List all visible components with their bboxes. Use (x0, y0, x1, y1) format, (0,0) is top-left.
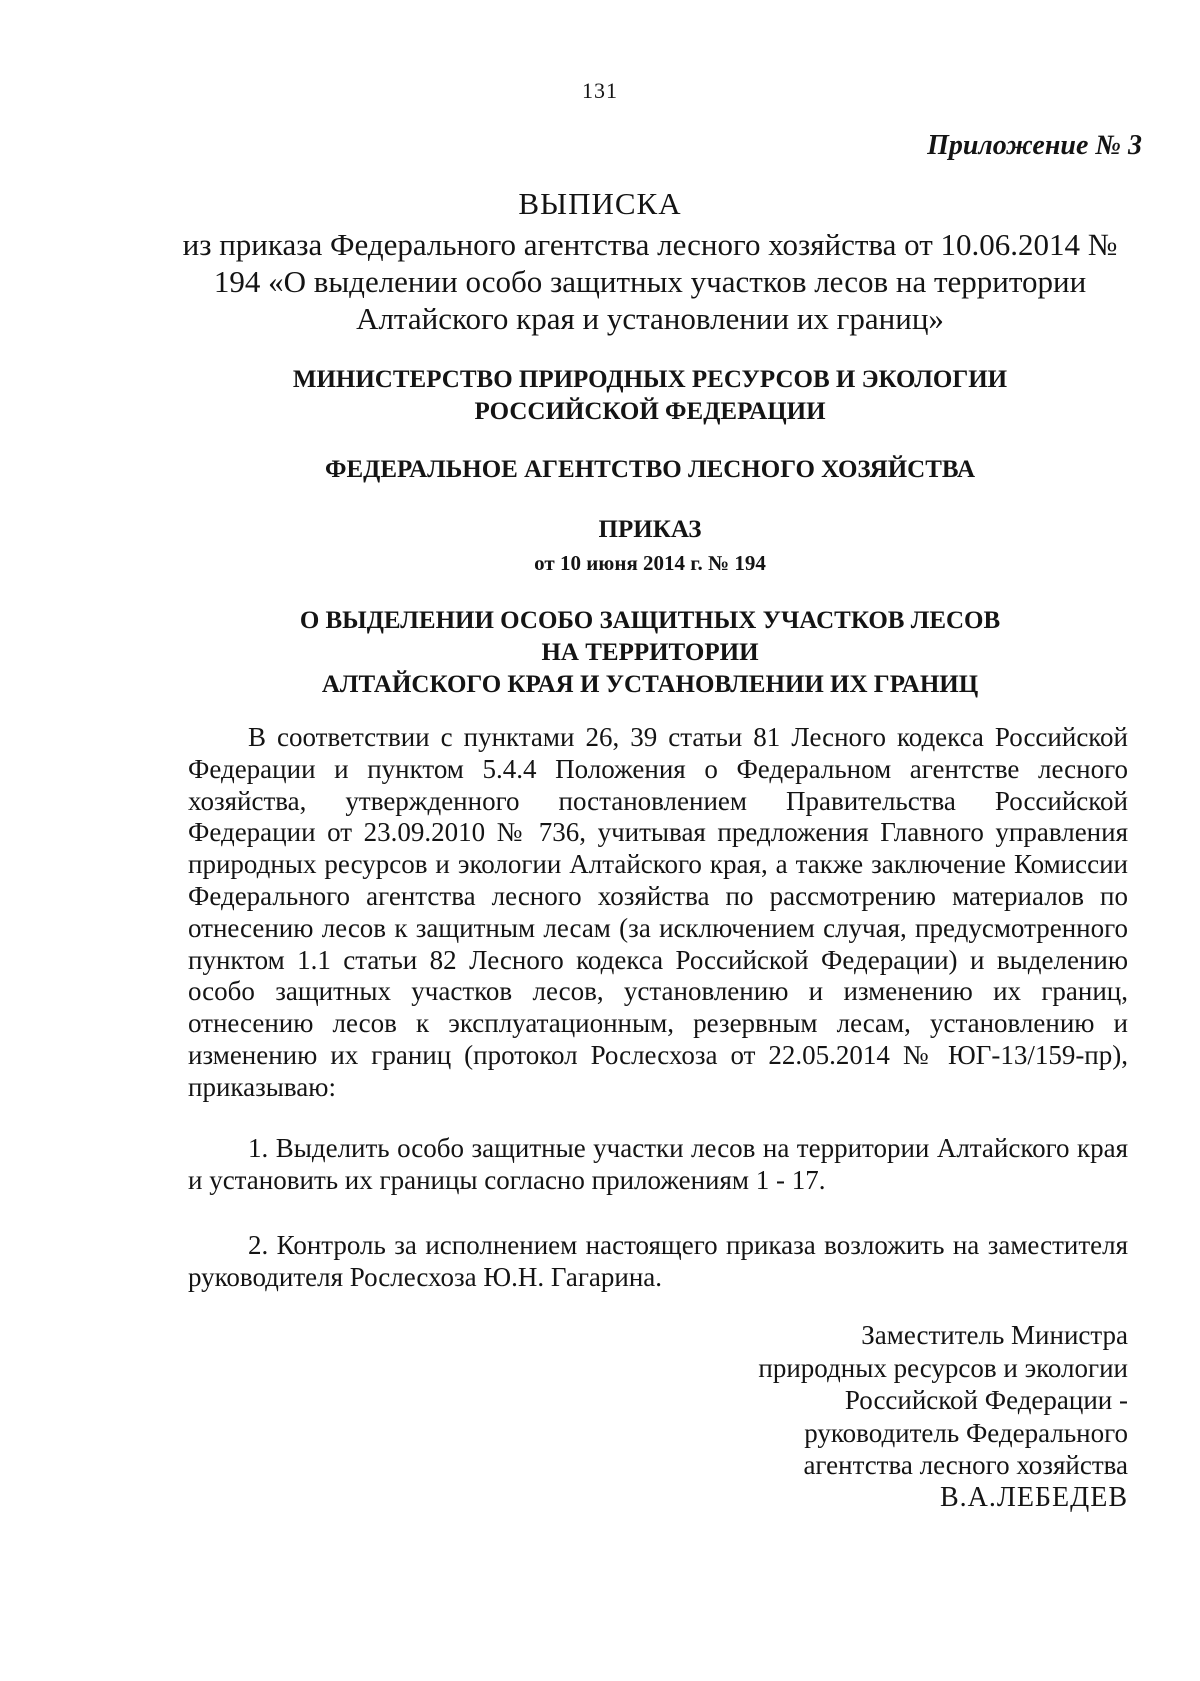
signature-block (758, 1319, 1128, 1514)
signature-title-line-1: Заместитель Министра (861, 1320, 1128, 1350)
signature-title-line-2: природных ресурсов и экологии (758, 1352, 1128, 1383)
extract-title: ВЫПИСКА (518, 186, 682, 221)
agency-heading: ФЕДЕРАЛЬНОЕ АГЕНТСТВО ЛЕСНОГО ХОЗЯЙСТВА (324, 456, 976, 483)
order-subject-line-3: АЛТАЙСКОГО КРАЯ И УСТАНОВЛЕНИИ ИХ ГРАНИЦ (321, 671, 979, 698)
page-number: 131 (582, 78, 618, 103)
signature-title-line-4: руководитель Федерального (804, 1417, 1128, 1448)
signatory-name: В.А.ЛЕБЕДЕВ (939, 1481, 1128, 1513)
order-subject-line-1: О ВЫДЕЛЕНИИ ОСОБО ЗАЩИТНЫХ УЧАСТКОВ ЛЕСОВ (299, 607, 1001, 634)
appendix-label: Приложение № 3 (927, 130, 1142, 161)
order-item-2: 2. Контроль за исполнением настоящего приказа возложить на заместителя руководителя Рослесхоза Ю.Н. Гагарина. (188, 1230, 1128, 1292)
ministry-heading-line-1: МИНИСТЕРСТВО ПРИРОДНЫХ РЕСУРСОВ И ЭКОЛОГИИ (292, 366, 1008, 393)
order-date: от 10 июня 2014 г. № 194 (534, 551, 766, 575)
ministry-heading (170, 364, 1130, 428)
order-title: ПРИКАЗ (598, 516, 702, 543)
order-item-1: 1. Выделить особо защитные участки лесов на территории Алтайского края и установить их границы согласно приложениям 1 - 17. (188, 1133, 1128, 1195)
signature-title-line-3: Российской Федерации - (844, 1385, 1128, 1415)
order-subject (170, 605, 1130, 701)
preamble-paragraph: В соответствии с пунктами 26, 39 статьи 81 Лесного кодекса Российской Федерации и пунктом 5.4.4 Положения о Федеральном агентстве лесного хозяйства, утвержденного постановлением Правительства Российской Федерации от 23.09.2010 № 736, учитывая предложения Главного управления природных ресурсов и экологии Алтайского края, а также заключение Комиссии Федерального агентства лесного хозяйства по рассмотрению материалов по отнесению лесов к защитным лесам (за исключением случая, предусмотренного пунктом 1.1 статьи 82 Лесного кодекса Российской Федерации) и выделению особо защитных участков лесов, установлению и изменению их границ, отнесению лесов к эксплуатационным, резервным лесам, установлению и изменению их границ (протокол Рослесхоза от 22.05.2014 № ЮГ-13/159-пр), приказываю: (188, 722, 1128, 1102)
signature-title-line-5: агентства лесного хозяйства (803, 1450, 1128, 1480)
ministry-heading-line-2: РОССИЙСКОЙ ФЕДЕРАЦИИ (474, 398, 826, 425)
order-subject-line-2: НА ТЕРРИТОРИИ (541, 639, 759, 666)
extract-subtitle: из приказа Федерального агентства лесного хозяйства от 10.06.2014 № 194 «О выделении особо защитных участков лесов на территории Алтайского края и установлении их границ» (182, 227, 1118, 336)
